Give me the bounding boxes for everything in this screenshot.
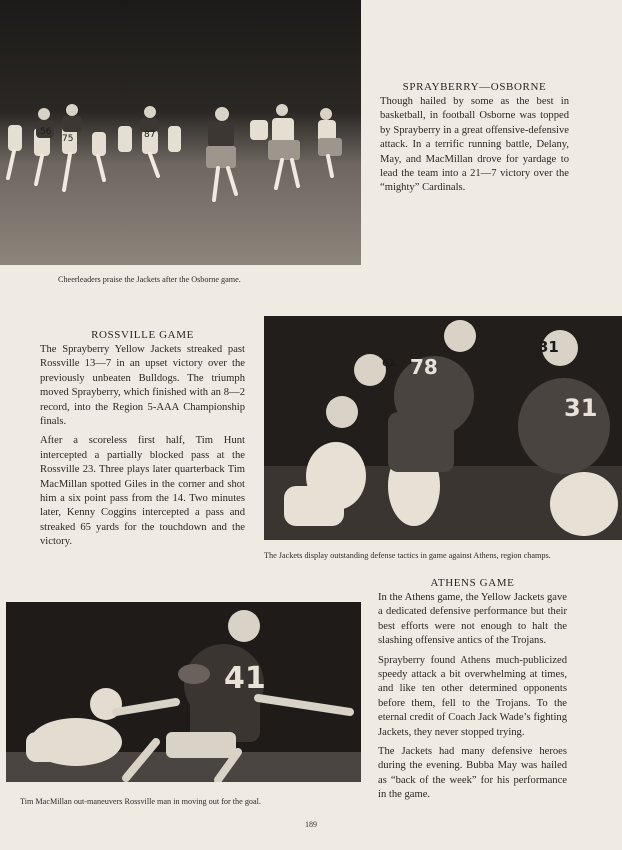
- caption-macmillan: Tim MacMillan out-maneuvers Rossville man in moving out for the goal.: [20, 797, 261, 806]
- jersey-number: 61: [382, 358, 396, 369]
- athens-defense-photo: [264, 316, 622, 540]
- jersey-number: 41: [224, 661, 266, 696]
- article-title: ROSSVILLE GAME: [91, 329, 194, 341]
- article-paragraph: The Sprayberry Yellow Jackets streaked past Rossville 13—7 in an upset victory over the previously unbeaten Bulldogs. The triumph moved Sprayberry, which finished with an 8—2 record, into the Region 5-AAA Championship finals.: [40, 344, 245, 428]
- jersey-number: 56: [40, 127, 52, 137]
- jersey-number: 31: [538, 338, 559, 356]
- page-number: 189: [305, 820, 317, 829]
- article-paragraph: After a scoreless first half, Tim Hunt intercepted a partially blocked pass at the Rossville 23. Three plays later quarterback Tim MacMillan spotted Giles in the corner and shot him a six point pass from the 14. Two minutes later, Kenny Coggins intercepted a pass and streaked 65 yards for the touchdown and the victory.: [40, 435, 245, 548]
- jersey-number: 31: [564, 394, 598, 422]
- macmillan-photo: [6, 602, 361, 782]
- article-title: ATHENS GAME: [430, 577, 515, 589]
- article-paragraph: Sprayberry found Athens much-publicized speedy attack a bit overwhelming at times, and like ten other determined opponents before them, fell to the Trojans. To the eternal credit of Coach Jack Wade’s fighting Jackets, they never stopped trying.: [378, 654, 567, 738]
- article-athens: [378, 576, 567, 808]
- article-title: SPRAYBERRY—OSBORNE: [402, 81, 547, 93]
- jersey-number: 87: [144, 130, 156, 140]
- article-paragraph: The Jackets had many defensive heroes during the evening. Bubba May was hailed as “back of the week” for his performance in the game.: [378, 746, 567, 801]
- cheerleaders-photo: [0, 0, 361, 265]
- caption-athens-defense: The Jackets display outstanding defense tactics in game against Athens, region champs.: [264, 551, 551, 560]
- article-paragraph: In the Athens game, the Yellow Jackets gave a dedicated defensive performance but their best efforts were not enough to halt the slashing offensive antics of the Trojans.: [378, 592, 567, 647]
- jersey-number: 78: [410, 355, 438, 379]
- article-paragraph: Though hailed by some as the best in basketball, in football Osborne was topped by Sprayberry in a great offensive-defensive attack. In a terrific running battle, Delany, May, and MacMillan drove for yardage to lead the team into a 21—7 victory over the “mighty” Cardinals.: [380, 96, 569, 194]
- caption-cheerleaders: Cheerleaders praise the Jackets after the Osborne game.: [58, 275, 241, 284]
- jersey-number: 75: [62, 134, 74, 144]
- article-sprayberry-osborne: [380, 80, 569, 201]
- article-rossville: [40, 328, 245, 555]
